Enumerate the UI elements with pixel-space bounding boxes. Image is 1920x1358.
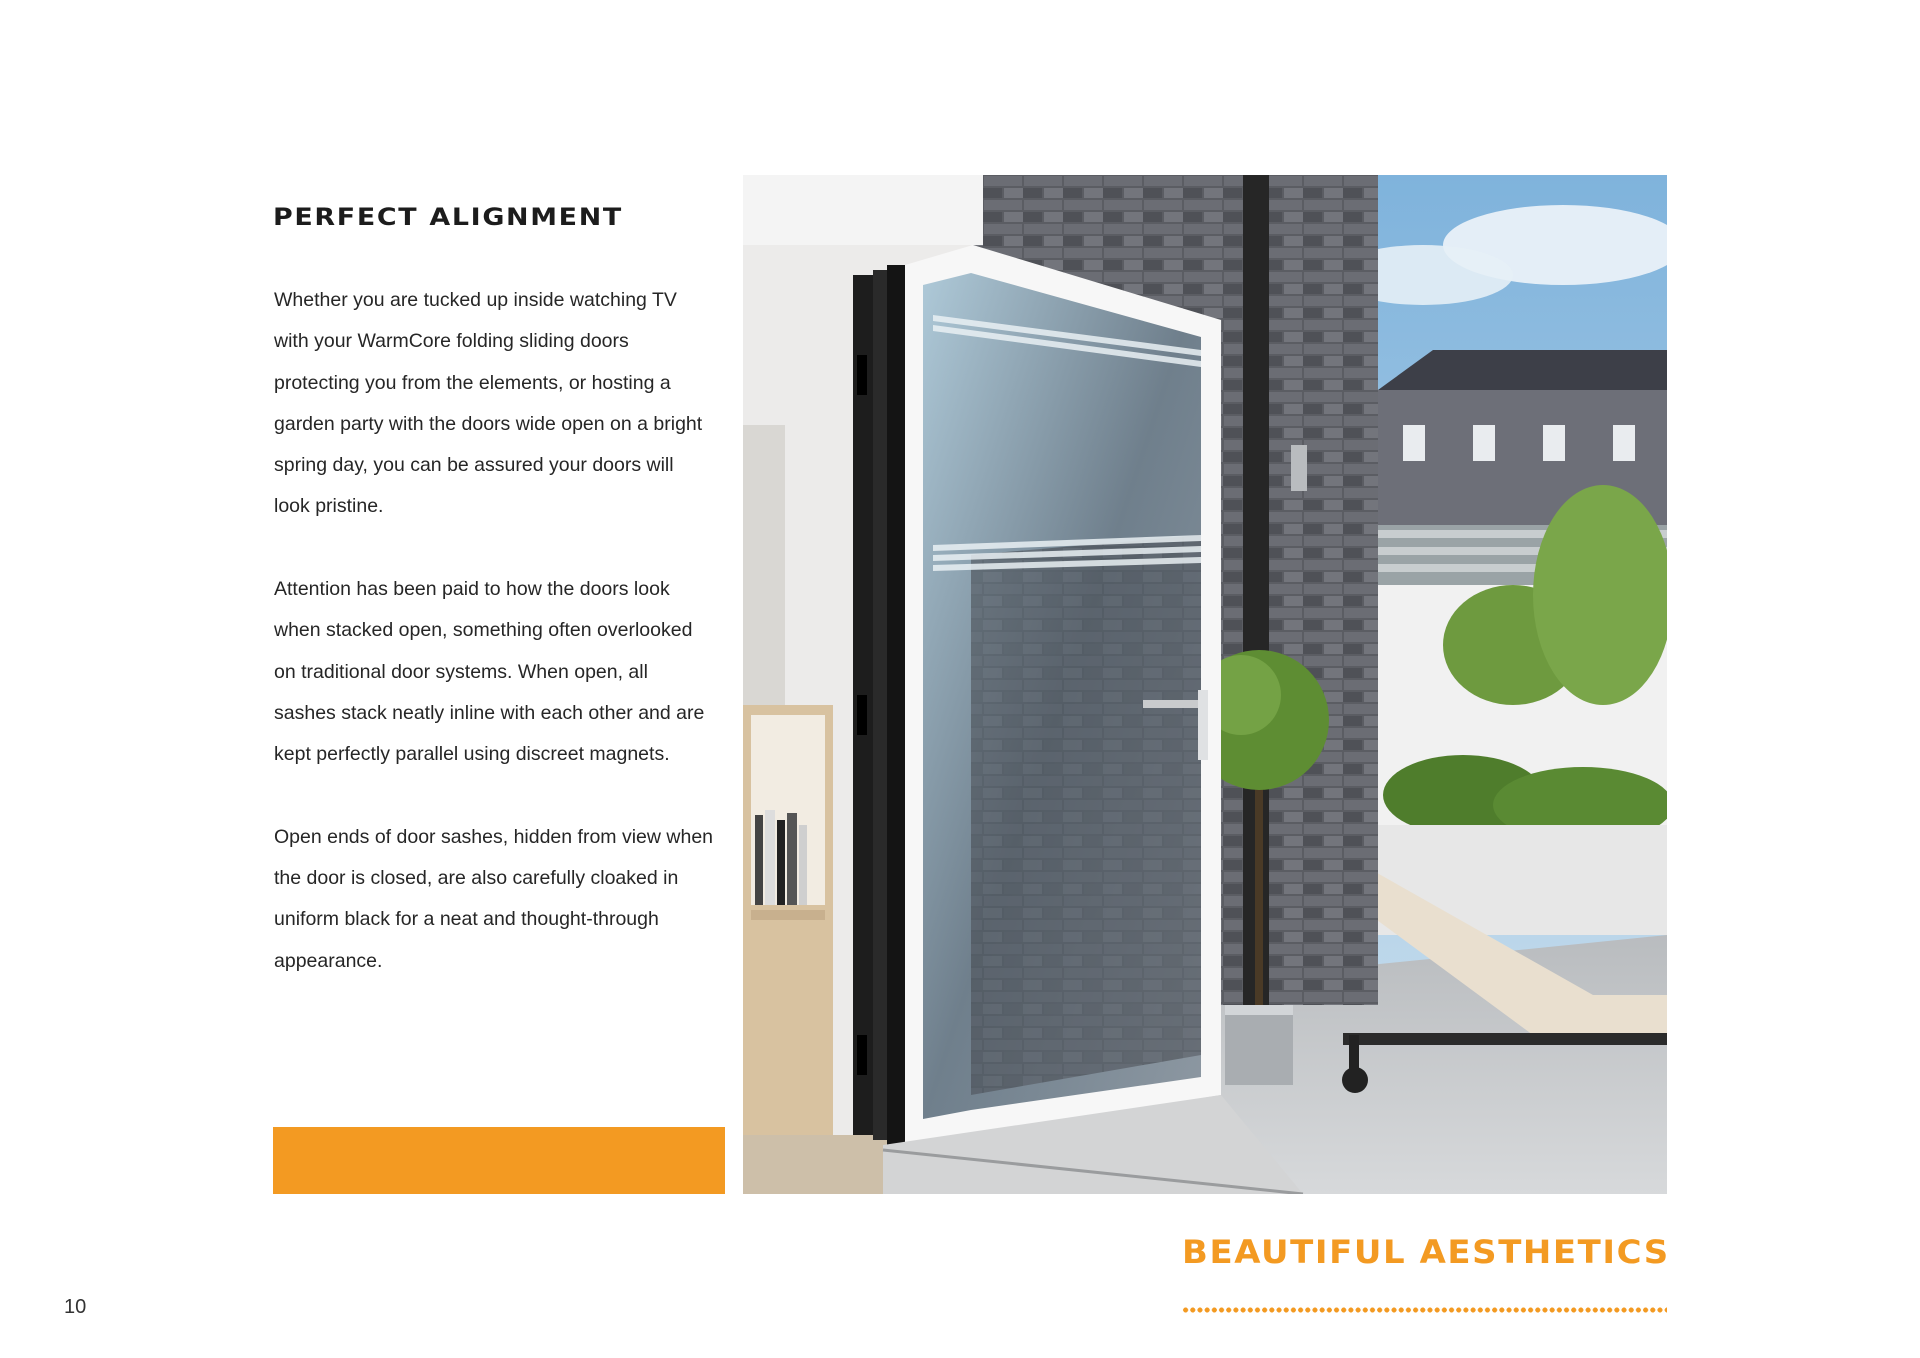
section-heading: PERFECT ALIGNMENT [273, 203, 623, 231]
paragraph-2: Attention has been paid to how the doors look when stacked open, something often overlooked on traditional door systems. When open, all sashes stack neatly inline with each other and are kept perfectly parallel using discreet magnets. [274, 578, 705, 766]
body-text [274, 280, 714, 1023]
paragraph-3: Open ends of door sashes, hidden from view when the door is closed, are also carefully cloaked in uniform black for a neat and thought-through appearance. [274, 825, 714, 972]
tagline: BEAUTIFUL AESTHETICS [1182, 1233, 1670, 1271]
accent-bar [273, 1127, 725, 1194]
page-number: 10 [64, 1296, 87, 1318]
dotted-divider [1182, 1307, 1667, 1313]
paragraph-1: Whether you are tucked up inside watching TV with your WarmCore folding sliding doors protecting you from the elements, or hosting a garden party with the doors wide open on a bright spring day, you can be assured your doors will look pristine. [274, 289, 703, 518]
bifold-door-photo [743, 175, 1667, 1194]
